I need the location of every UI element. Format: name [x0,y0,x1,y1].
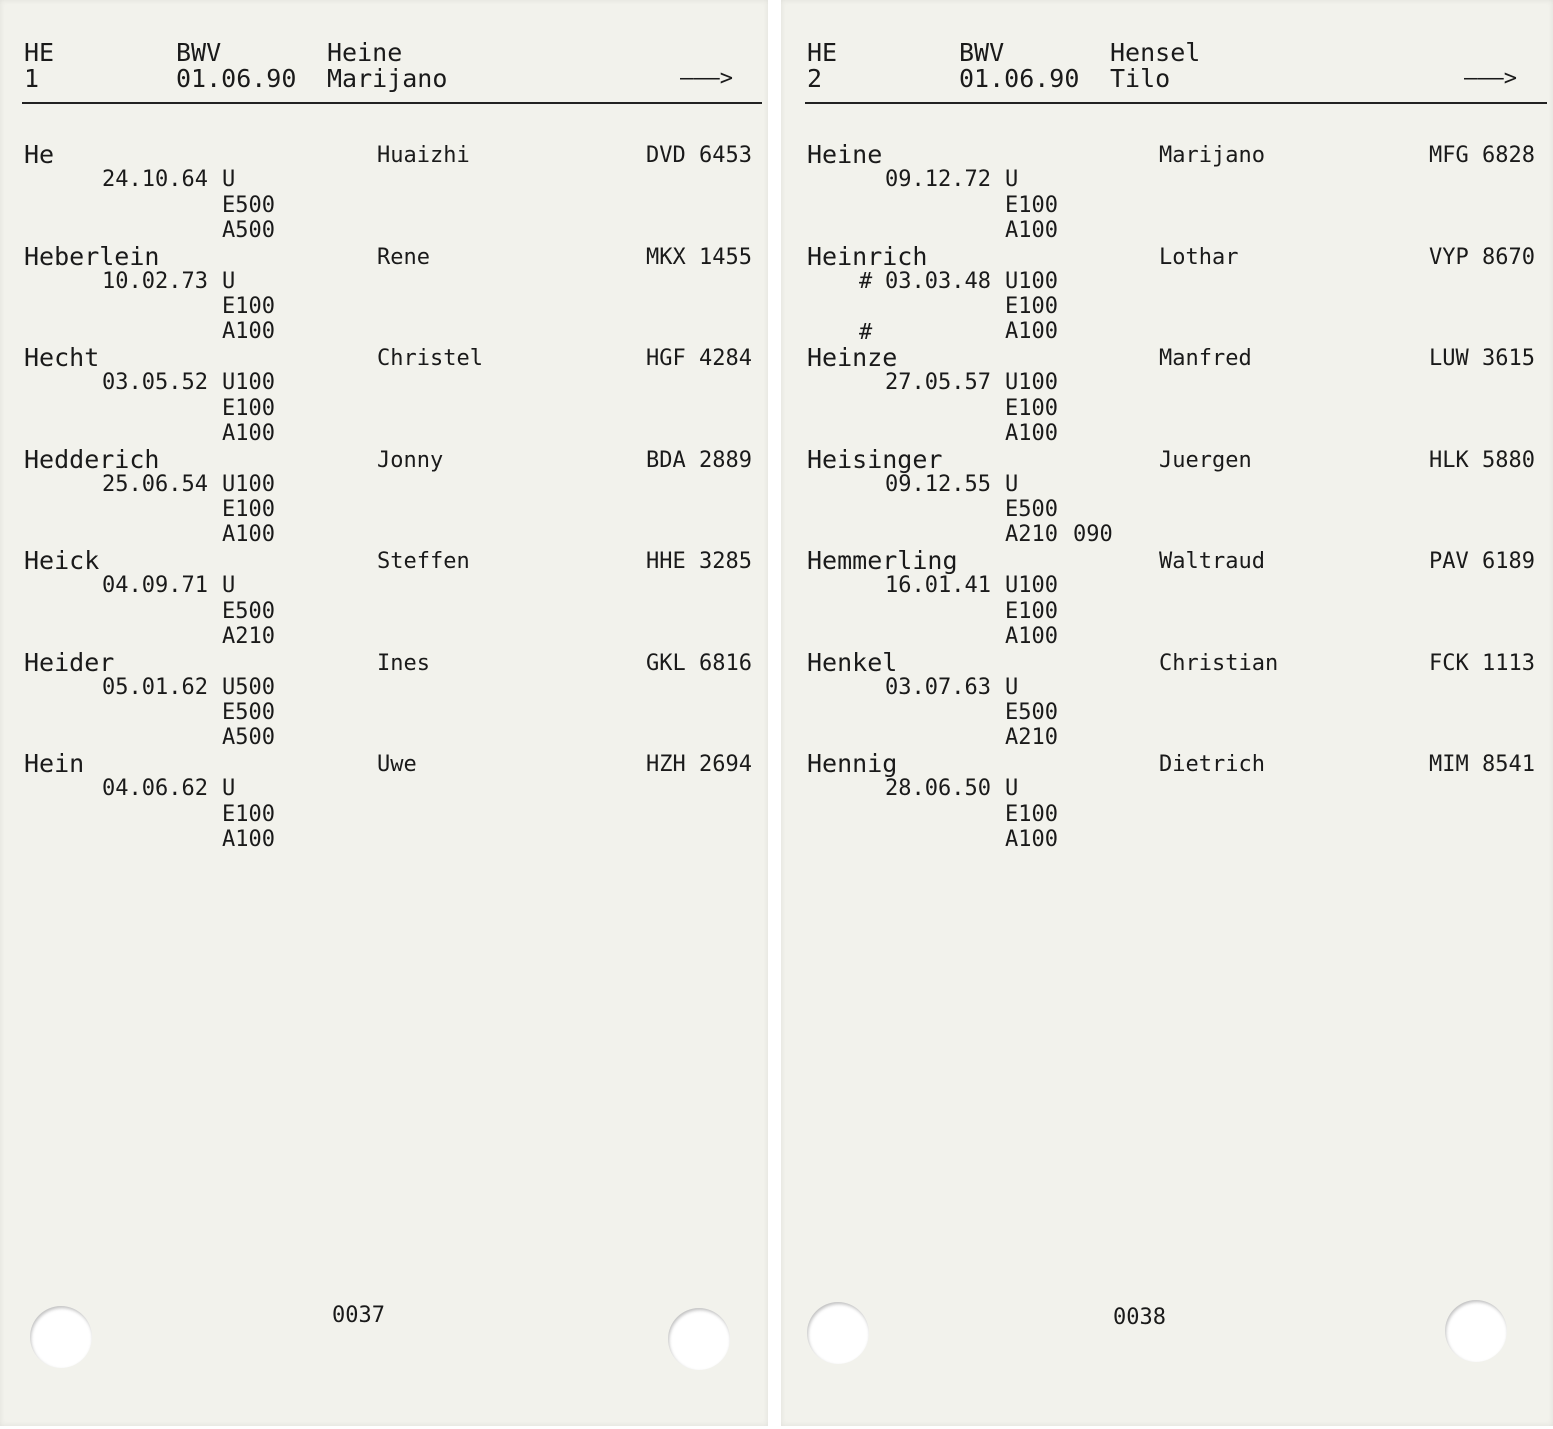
record-flag: E500 [1005,497,1058,523]
page-serial-number: 0038 [1113,1305,1166,1330]
header-code: HE [807,38,838,67]
record-firstname: Marijano [1159,143,1265,168]
record-flag: E500 [222,598,275,624]
record-birthdate: 25.06.54 [102,471,208,497]
record-surname: Henkel [807,647,898,677]
record-flag: U100 [1005,370,1058,396]
record-surname: Hecht [24,343,100,372]
record-code: HGF 4284 [646,346,752,371]
next-arrow-icon: ———> [680,66,733,91]
record-flag: U [222,167,236,193]
record-code: HLK 5880 [1429,447,1535,473]
record-birthdate: 04.06.62 [102,776,208,802]
record-flag: A100 [1005,420,1058,446]
record-flag: A210 [222,623,275,649]
record-firstname: Ines [377,650,430,676]
record-surname: Hein [24,749,85,778]
header-name-last: Hensel [1110,38,1201,67]
record-birthdate: 16.01.41 [885,573,991,599]
record-code: DVD 6453 [646,143,752,168]
header-office: BWV [959,38,1005,67]
record-flag: U [222,573,236,599]
record-firstname: Rene [377,244,430,270]
record-surname: Hennig [807,749,898,778]
record-code: MKX 1455 [646,244,752,270]
record-firstname: Huaizhi [377,143,470,168]
record-flag: A100 [1005,217,1058,243]
header-date: 01.06.90 [959,64,1080,93]
record-firstname: Juergen [1159,447,1252,473]
punch-hole [807,1302,869,1364]
page-serial-number: 0037 [332,1303,385,1328]
punch-hole [30,1306,92,1368]
record-mark: # [859,320,873,346]
header-divider [805,102,1547,104]
record-code: MIM 8541 [1429,752,1535,777]
record-surname: Hemmerling [807,546,958,575]
record-firstname: Dietrich [1159,752,1265,777]
header-page-number: 1 [24,64,40,93]
record-code: GKL 6816 [646,650,752,676]
record-flag: E500 [222,192,275,218]
record-card-left [0,0,768,1426]
record-flag: E100 [1005,395,1058,421]
record-flag: A100 [222,522,275,548]
record-flag: U [1005,674,1019,700]
record-surname: Heick [24,546,100,575]
record-birthdate: 09.12.55 [885,471,991,497]
record-firstname: Steffen [377,549,470,574]
header-code: HE [24,38,55,67]
record-birthdate: 28.06.50 [885,776,991,802]
record-birthdate: 05.01.62 [102,674,208,700]
record-surname: Hedderich [24,444,160,474]
record-firstname: Waltraud [1159,549,1265,574]
record-birthdate: 24.10.64 [102,167,208,193]
record-flag: E100 [222,497,275,523]
header-name-first: Marijano [327,64,448,93]
record-flag: A100 [222,826,275,852]
record-flag: A100 [1005,826,1058,852]
record-flag: E100 [222,294,275,320]
record-firstname: Manfred [1159,346,1252,371]
record-flag: A500 [222,725,275,751]
punch-hole [668,1308,730,1370]
record-flag: A500 [222,217,275,243]
record-flag: U [222,268,236,294]
header-divider [22,102,762,104]
record-extra: 090 [1073,522,1113,548]
record-birthdate: 03.03.48 [885,268,991,294]
record-flag: U500 [222,674,275,700]
record-flag: A100 [222,420,275,446]
record-flag: E100 [222,801,275,827]
record-surname: He [24,140,55,169]
record-surname: Heisinger [807,444,943,474]
record-mark: # [859,268,873,294]
record-code: LUW 3615 [1429,346,1535,371]
record-firstname: Lothar [1159,244,1239,270]
record-flag: A100 [222,319,275,345]
header-name-last: Heine [327,38,403,67]
record-flag: E100 [1005,294,1058,320]
header-date: 01.06.90 [176,64,297,93]
record-firstname: Christian [1159,650,1279,676]
record-flag: U [1005,167,1019,193]
record-flag: U100 [1005,573,1058,599]
record-surname: Heine [807,140,883,169]
record-birthdate: 03.05.52 [102,370,208,396]
record-surname: Heinze [807,343,898,372]
record-firstname: Uwe [377,752,417,777]
record-code: PAV 6189 [1429,549,1535,574]
record-flag: U [1005,776,1019,802]
record-birthdate: 09.12.72 [885,167,991,193]
record-flag: A210 [1005,725,1058,751]
record-surname: Heberlein [24,241,160,271]
record-code: HZH 2694 [646,752,752,777]
record-code: BDA 2889 [646,447,752,473]
record-flag: A100 [1005,319,1058,345]
record-birthdate: 03.07.63 [885,674,991,700]
record-firstname: Christel [377,346,483,371]
next-arrow-icon: ———> [1464,66,1517,91]
record-birthdate: 27.05.57 [885,370,991,396]
record-birthdate: 04.09.71 [102,573,208,599]
record-code: MFG 6828 [1429,143,1535,168]
record-birthdate: 10.02.73 [102,268,208,294]
header-office: BWV [176,38,222,67]
record-flag: E100 [1005,598,1058,624]
record-flag: U100 [222,471,275,497]
record-flag: U [1005,471,1019,497]
record-firstname: Jonny [377,447,444,473]
record-code: FCK 1113 [1429,650,1535,676]
record-flag: U100 [1005,268,1058,294]
record-surname: Heinrich [807,241,928,271]
record-code: HHE 3285 [646,549,752,574]
record-code: VYP 8670 [1429,244,1535,270]
record-flag: A100 [1005,623,1058,649]
record-surname: Heider [24,647,115,677]
punch-hole [1445,1300,1507,1362]
header-name-first: Tilo [1110,64,1171,93]
record-flag: E500 [1005,700,1058,726]
record-card-right [781,0,1553,1426]
record-flag: E100 [1005,801,1058,827]
record-flag: U [222,776,236,802]
record-flag: E100 [222,395,275,421]
record-flag: E100 [1005,192,1058,218]
header-page-number: 2 [807,64,823,93]
record-flag: E500 [222,700,275,726]
record-flag: U100 [222,370,275,396]
record-flag: A210 [1005,522,1058,548]
